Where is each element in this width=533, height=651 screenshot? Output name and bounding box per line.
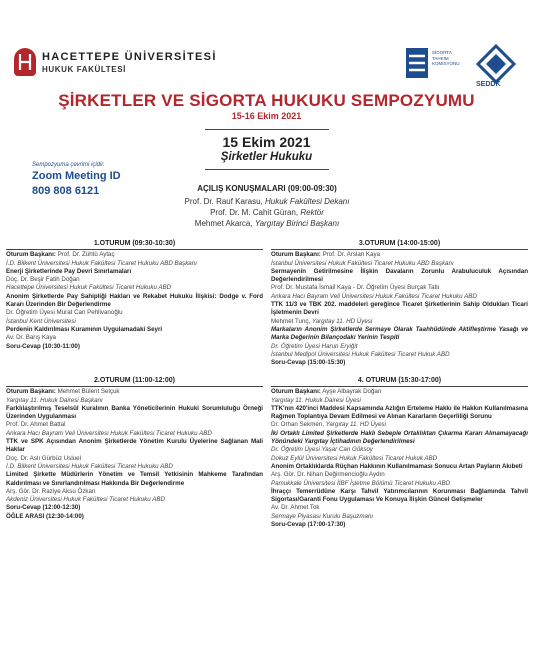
opening-title: AÇILIŞ KONUŞMALARI (09:00-09:30) [197, 184, 337, 193]
talk-speaker: Dr. Öğretim Üyesi Harun Eryiğit [271, 342, 358, 350]
opening-speaker: Mehmet Akarca, Yargıtay Birinci Başkanı [194, 219, 340, 228]
talk-speaker: Arş. Gör. Dr. Nihan Değirmencioğlu Aydın [271, 471, 385, 479]
seddk-label: SEDDK [476, 81, 501, 88]
opening-speaker: Prof. Dr. M. Cahit Güran, Rektör [210, 208, 324, 217]
session-title: 2.OTURUM (11:00-12:00) [6, 377, 263, 387]
speaker-affiliation: İ.D. Bilkent Üniversitesi Hukuk Fakültesi Ticaret Hukuku ABD [6, 462, 173, 470]
speaker-affiliation: Dokuz Eylül Üniversitesi Hukuk Fakültesi Ticaret Hukuk ABD [271, 454, 438, 462]
talk-title: Limited Şirkette Müdürlerin Yönetim ve Temsil Yetkisinin Mahkeme Tarafından Kaldırılması ve Sınırlandırılması Hakkında Bir Değerlendirme [6, 471, 263, 487]
session-4 [271, 377, 528, 529]
talk-speaker: Av. Dr. Barış Kaya [6, 334, 56, 342]
talk-speaker: Doç. Dr. Aslı Gürbüz Usluel [6, 454, 81, 462]
talk-title: Markaların Anonim Şirketlerde Sermaye Olarak Taahhüdünde Aktifleştirme Yasağı ve Marka Değerinin Bilançodaki Yerinin Tespiti [271, 325, 528, 342]
talk-speaker: Doç. Dr. Beşir Fatih Doğan [6, 276, 80, 284]
chair-affiliation: İ.D. Bilkent Üniversitesi Hukuk Fakültesi Ticaret Hukuku ABD Başkanı [6, 259, 197, 267]
talk-title: TTK'nın 420'inci Maddesi Kapsamında Azlığın Erteleme Hakkı ile Hakkın Kullanılmasına Rağmen Toplantıya Devam Edilmesi ve Alınan Kararların Geçerliliği Sorunu [271, 404, 528, 421]
talk-title: Sermayenin Getirilmesine İlişkin Davaların Zorunlu Arabuluculuk Açısından Değerlendirilmesi [271, 267, 528, 284]
speaker-affiliation: İstanbul Kent Üniversitesi [6, 317, 76, 325]
hacettepe-seal-icon [14, 48, 36, 76]
talk-speaker: Dr. Orhan Sekmen, Yargıtay 11. HD Üyesi [271, 421, 386, 429]
talk-title: Enerji Şirketlerinde Pay Devri Sınırlamaları [6, 267, 132, 275]
symposium-title: ŞİRKETLER VE SİGORTA HUKUKU SEMPOZYUMU [58, 91, 475, 110]
talk-speaker: Prof. Dr. Ahmet Battal [6, 421, 66, 429]
talk-speaker: Arş. Gör. Dr. Raziye Aksu Özkan [6, 487, 96, 495]
chair-affiliation: Yargıtay 11. Hukuk Dairesi Başkanı [6, 396, 103, 404]
session-chair: Oturum Başkanı: Prof. Dr. Zühtü Aytaç [6, 251, 115, 259]
talk-title: Anonim Şirketlerde Pay Sahipliği Hakları ve Rekabet Hukuku İlişkisi: Dodge v. Ford Kararı Üzerinden Bir Değerlendirme [6, 292, 263, 309]
session-2 [6, 377, 263, 521]
qa-slot: Soru-Cevap (10:30-11:00) [6, 342, 80, 350]
divider [205, 169, 329, 170]
talk-title: Perdenin Kaldırılması Kuramının Uygulamadaki Seyri [6, 325, 163, 333]
speaker-affiliation: Hacettepe Üniversitesi Hukuk Fakültesi Ticaret Hukuku ABD [6, 284, 172, 292]
zoom-id-label: Zoom Meeting ID [32, 170, 121, 182]
chair-affiliation: İstanbul Üniversitesi Hukuk Fakültesi Ticaret Hukuku ABD Başkanı [271, 259, 454, 267]
speaker-affiliation: İstanbul Medipol Üniversitesi Hukuk Fakültesi Ticaret Hukuk ABD [271, 350, 450, 358]
speaker-affiliation: Sermaye Piyasası Kurulu Başuzmanı [271, 512, 374, 520]
talk-title: TTK ve SPK Açısından Anonim Şirketlerde Yönetim Kurulu Üyelerine Sağlanan Mali Haklar [6, 438, 263, 454]
zoom-note: Sempozyuma çevrimi içidir. [32, 162, 105, 168]
talk-title: İhraççı Temerrüdüne Karşı Tahvil Yatırımcılarının Korunması Bağlamında Tahvil Sigortası/Garanti Fonu Uygulaması Ve Konuya İlişkin Güncel Gelişmeler [271, 487, 528, 504]
qa-slot: Soru-Cevap (15:00-15:30) [271, 359, 346, 367]
session-chair: Oturum Başkanı: Prof. Dr. Arslan Kaya [271, 251, 381, 259]
session-3 [271, 240, 528, 367]
partner-logos [404, 44, 530, 92]
opening-speaker: Prof. Dr. Rauf Karasu, Hukuk Fakültesi Dekanı [184, 197, 350, 206]
talk-title: TTK 11/3 ve TBK 202. maddeleri gereğince Ticaret Şirketlerinin Sahip Oldukları Ticari İşletmenin Devri [271, 301, 528, 317]
session-chair: Oturum Başkanı: Mehmet Bülent Selçuk [6, 388, 120, 396]
qa-slot: Soru-Cevap (17:00-17:30) [271, 521, 346, 529]
talk-title: Anonim Ortaklıklarda Rüçhan Hakkının Kullanılmaması Sonucu Artan Payların Akıbeti [271, 462, 523, 470]
symposium-dates: 15-16 Ekim 2021 [231, 111, 302, 121]
talk-title: İki Ortaklı Limited Şirketlerde Haklı Sebeple Ortaklıktan Çıkarma Kararı Alınamayacağı Yönündeki Yargıtay İçtihadının Değerlendirilmesi [271, 429, 528, 446]
talk-title: Farklılaştırılmış Teselsül Kuralının Banka Yöneticilerinin Hukuki Sorumluluğu Örneği Üzerinden Uygulanması [6, 404, 263, 421]
session-chair: Oturum Başkanı: Ayşe Albayrak Doğan [271, 388, 382, 396]
faculty-name: HUKUK FAKÜLTESİ [42, 65, 126, 74]
talk-speaker: Dr. Öğretim Üyesi Murat Can Pehlivanoğlu [6, 309, 123, 317]
qa-slot: Soru-Cevap (12:00-12:30) [6, 504, 81, 512]
session-title: 3.OTURUM (14:00-15:00) [271, 240, 528, 250]
divider [205, 129, 329, 130]
session-title: 1.OTURUM (09:30-10:30) [6, 240, 263, 250]
day-subtitle: Şirketler Hukuku [220, 151, 313, 163]
session-1 [6, 240, 263, 351]
zoom-id-number[interactable]: 809 808 6121 [32, 185, 100, 197]
chair-affiliation: Yargıtay 11. Hukuk Dairesi Üyesi [271, 396, 361, 404]
speaker-affiliation: Ankara Hacı Bayram Veli Üniversitesi Hukuk Fakültesi Ticaret Hukuku ABD [6, 429, 212, 437]
talk-speaker: Dr. Öğretim Üyesi Yaşar Can Göksoy [271, 446, 374, 454]
hacettepe-logo [14, 48, 217, 78]
speaker-affiliation: Akdeniz Üniversitesi Hukuk Fakültesi Ticaret Hukuku ABD [6, 496, 165, 504]
speaker-affiliation: Pamukkale Üniversitesi İİBF İşletme Bölümü Ticaret Hukuku ABD [271, 479, 451, 487]
session-title: 4. OTURUM (15:30-17:00) [271, 377, 528, 387]
talk-speaker: Mehmet Tunç, Yargıtay 11. HD Üyesi [271, 317, 373, 325]
lunch-break: ÖĞLE ARASI (12:30-14:00) [6, 512, 84, 520]
day-title: 15 Ekim 2021 [222, 134, 311, 150]
sigorta-tahkim-label: SİGORTA TAHKİM KOMİSYONU [432, 50, 460, 66]
university-name: HACETTEPE ÜNİVERSİTESİ [42, 51, 217, 63]
speaker-affiliation: Ankara Hacı Bayram Veli Üniversitesi Hukuk Fakültesi Ticaret Hukuku ABD [271, 292, 477, 300]
talk-speaker: Av. Dr. Ahmet Tok [271, 504, 320, 512]
talk-speaker: Prof. Dr. Mustafa İsmail Kaya - Dr. Öğretim Üyesi Burçak Tatlı [271, 284, 440, 292]
